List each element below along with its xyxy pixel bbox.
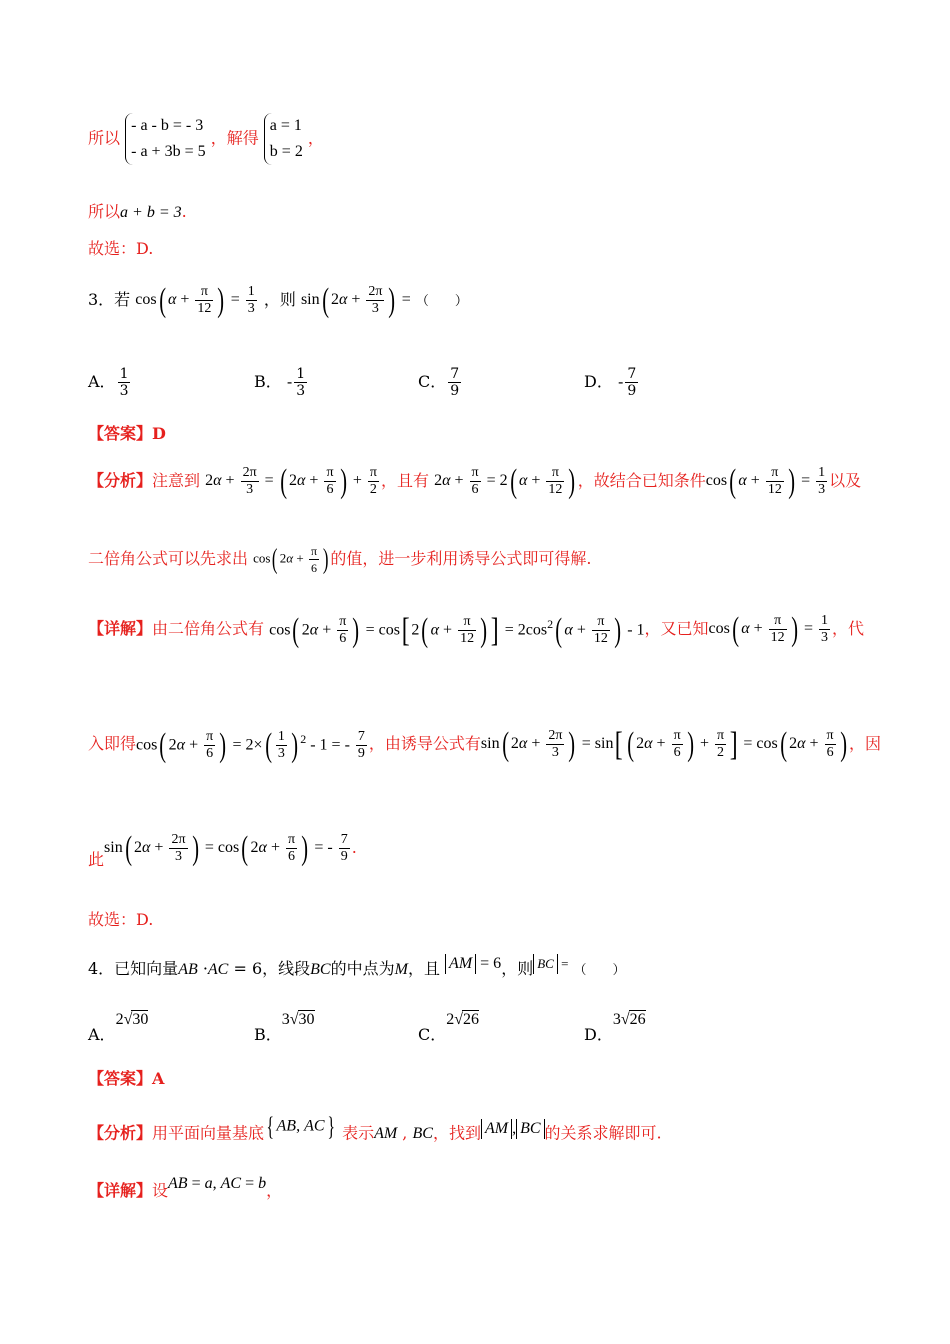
analysis-q4: 【分析】用平面向量基底{ AB, AC} 表示AM , BC，找到 AM , BC 的关系求解即可. xyxy=(88,1112,662,1143)
analysis-q3-line1: 【分析】注意到 2α + $\frac{2\pi}{3}$ = ( 2α + $\frac{\pi}{6}$ ) + $\frac{\pi}{2}$ ，且有 2α + $\frac{\pi}{6}$ = 2( α + $\frac{\pi}{12}$ ) ，故结合已知条件cos( α + $\frac{\pi}{12}$ ) = $\frac{1}{3}$ 以及 xyxy=(88,462,862,500)
text-prefix: 所以 xyxy=(88,128,121,148)
option-a[interactable]: A． $\frac{1}{3}$ xyxy=(88,366,129,399)
option-c[interactable]: C． $\frac{7}{9}$ xyxy=(418,366,460,399)
option-d-q4[interactable]: D．3√26 xyxy=(584,1011,646,1044)
conclusion-q3: 故选：D. xyxy=(88,910,154,929)
equation-system-1: - a - b = - 3 - a + 3b = 5 xyxy=(125,113,205,165)
analysis-q3-line2: 二倍角公式可以先求出 cos( 2α + $\frac{\pi}{6}$ ) 的值，进一步利用诱导公式即可得解. xyxy=(88,543,592,575)
answer-q4: 【答案】A xyxy=(88,1069,165,1088)
conclusion-q2: 故选：D. xyxy=(88,239,154,258)
option-a-q4[interactable]: A．2√30 xyxy=(88,1011,149,1044)
option-b[interactable]: B． - $\frac{1}{3}$ xyxy=(254,366,306,399)
answer-q3: 【答案】D xyxy=(88,424,166,443)
option-b-q4[interactable]: B．3√30 xyxy=(254,1011,315,1044)
solution-line-sum: 所以a + b = 3. xyxy=(88,200,862,225)
solution-line-system: 所以 - a - b = - 3 - a + 3b = 5 ，解得 a = 1 b = 2 ， xyxy=(88,113,862,165)
option-c-q4[interactable]: C．2√26 xyxy=(418,1011,480,1044)
option-d[interactable]: D． - $\frac{7}{9}$ xyxy=(584,366,637,399)
detail-q3-line2: 入即得cos( 2α + $\frac{\pi}{6}$ ) = 2×( $\frac{1}{3}$ ) $^2$ - 1 = - $\frac{7}{9}$ ，由诱导公式有sin( 2α + $\frac{2\pi}{3}$ ) = sin[ ( 2α + $\frac{\pi}{6}$ ) + $\frac{\pi}{2}$ ] = cos( 2α + $\frac{\pi}{6}$ ) ，因 xyxy=(88,725,881,764)
detail-q4: 【详解】设AB = a, AC = b， xyxy=(88,1175,283,1200)
question-number: 3．若 xyxy=(88,290,131,309)
detail-q3-line3: 此sin( 2α + $\frac{2\pi}{3}$ ) = cos( 2α + $\frac{\pi}{6}$ ) = - $\frac{7}{9}$ . xyxy=(88,829,357,869)
equation-system-2: a = 1 b = 2 xyxy=(264,113,303,165)
question-3: 3．若 cos( α + $\frac{\pi}{12}$ ) = $\frac{1}{3}$ ，则 sin( 2α + $\frac{2\pi}{3}$ ) = （ ） xyxy=(88,281,468,319)
target-expression: sin( 2α + $\frac{2\pi}{3}$ ) = xyxy=(300,281,411,319)
math-sum: a + b = 3 xyxy=(120,203,182,221)
given-condition: cos( α + $\frac{\pi}{12}$ ) = $\frac{1}{3}$ xyxy=(135,281,255,319)
question-4: 4．已知向量AB ·AC = 6，线段BC的中点为M，且 AM = 6，则 BC = （ ） xyxy=(88,955,626,978)
detail-q3-line1: 【详解】由二倍角公式有 cos( 2α + $\frac{\pi}{6}$ ) = cos[ 2( α + $\frac{\pi}{12}$ ) ] = $2\cos^2$( α + $\frac{\pi}{12}$ ) - 1，又已知cos( α + $\frac{\pi}{12}$ ) = $\frac{1}{3}$ ，代 xyxy=(88,610,864,649)
